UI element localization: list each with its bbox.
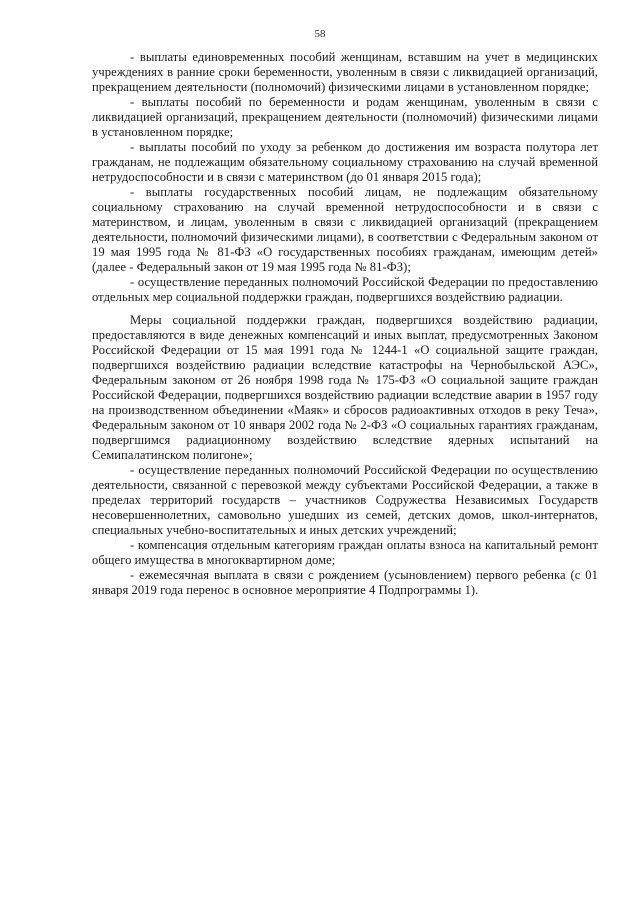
paragraph-capital-repair-compensation: - компенсация отдельным категориям граждан оплаты взноса на капитальный ремонт общего имущества в многоквартирном доме;	[92, 538, 598, 567]
paragraph-maternity-benefits: - выплаты пособий по беременности и родам женщинам, уволенным в связи с ликвидацией организаций, прекращением деятельности (полномочий) физическими лицами в установленном порядке;	[92, 95, 598, 139]
paragraph-lump-sum-benefits: - выплаты единовременных пособий женщинам, вставшим на учет в медицинских учреждениях в ранние сроки беременности, уволенным в связи с ликвидацией организаций, прекращением деятельности (полномочий) физическими лицами в установленном порядке;	[92, 50, 598, 94]
paragraph-childcare-benefits: - выплаты пособий по уходу за ребенком до достижения им возраста полутора лет гражданам, не подлежащим обязательному социальному страхованию на случай временной нетрудоспособности и в связи с материнством (до 01 января 2015 года);	[92, 140, 598, 184]
paragraph-state-benefits: - выплаты государственных пособий лицам, не подлежащим обязательному социальному страхованию на случай временной нетрудоспособности и в связи с материнством, и лицам, уволенным в связи с ликвидацией организаций (прекращением деятельности, полномочий физическими лицами), в соответствии с Федеральным законом от 19 мая 1995 года № 81-ФЗ «О государственных пособиях гражданам, имеющим детей» (далее - Федеральный закон от 19 мая 1995 года № 81-ФЗ);	[92, 185, 598, 274]
paragraph-minors-transport: - осуществление переданных полномочий Российской Федерации по осуществлению деятельности, связанной с перевозкой между субъектами Российской Федерации, а также в пределах территорий государств – участников Содружества Независимых Государств несовершеннолетних, самовольно ушедших из семей, детских домов, школ-интернатов, специальных учебно-воспитательных и иных детских учреждений;	[92, 463, 598, 537]
page-number: 58	[314, 28, 326, 40]
document-body	[92, 50, 598, 598]
paragraph-first-child-payment: - ежемесячная выплата в связи с рождением (усыновлением) первого ребенка (с 01 января 2019 года перенос в основное мероприятие 4 Подпрограммы 1).	[92, 568, 598, 597]
paragraph-radiation-support-measures: Меры социальной поддержки граждан, подвергшихся воздействию радиации, предоставляются в виде денежных компенсаций и иных выплат, предусмотренных Законом Российской Федерации от 15 мая 1991 года № 1244-1 «О социальной защите граждан, подвергшихся воздействию радиации вследствие катастрофы на Чернобыльской АЭС», Федеральным законом от 26 ноября 1998 года № 175-ФЗ «О социальной защите граждан Российской Федерации, подвергшихся воздействию радиации вследствие аварии в 1957 году на производственном объединении «Маяк» и сбросов радиоактивных отходов в реку Теча», Федеральным законом от 10 января 2002 года № 2-ФЗ «О социальных гарантиях гражданам, подвергшимся радиационному воздействию вследствие ядерных испытаний на Семипалатинском полигоне»;	[92, 313, 598, 462]
paragraph-radiation-powers: - осуществление переданных полномочий Российской Федерации по предоставлению отдельных мер социальной поддержки граждан, подвергшихся воздействию радиации.	[92, 275, 598, 304]
